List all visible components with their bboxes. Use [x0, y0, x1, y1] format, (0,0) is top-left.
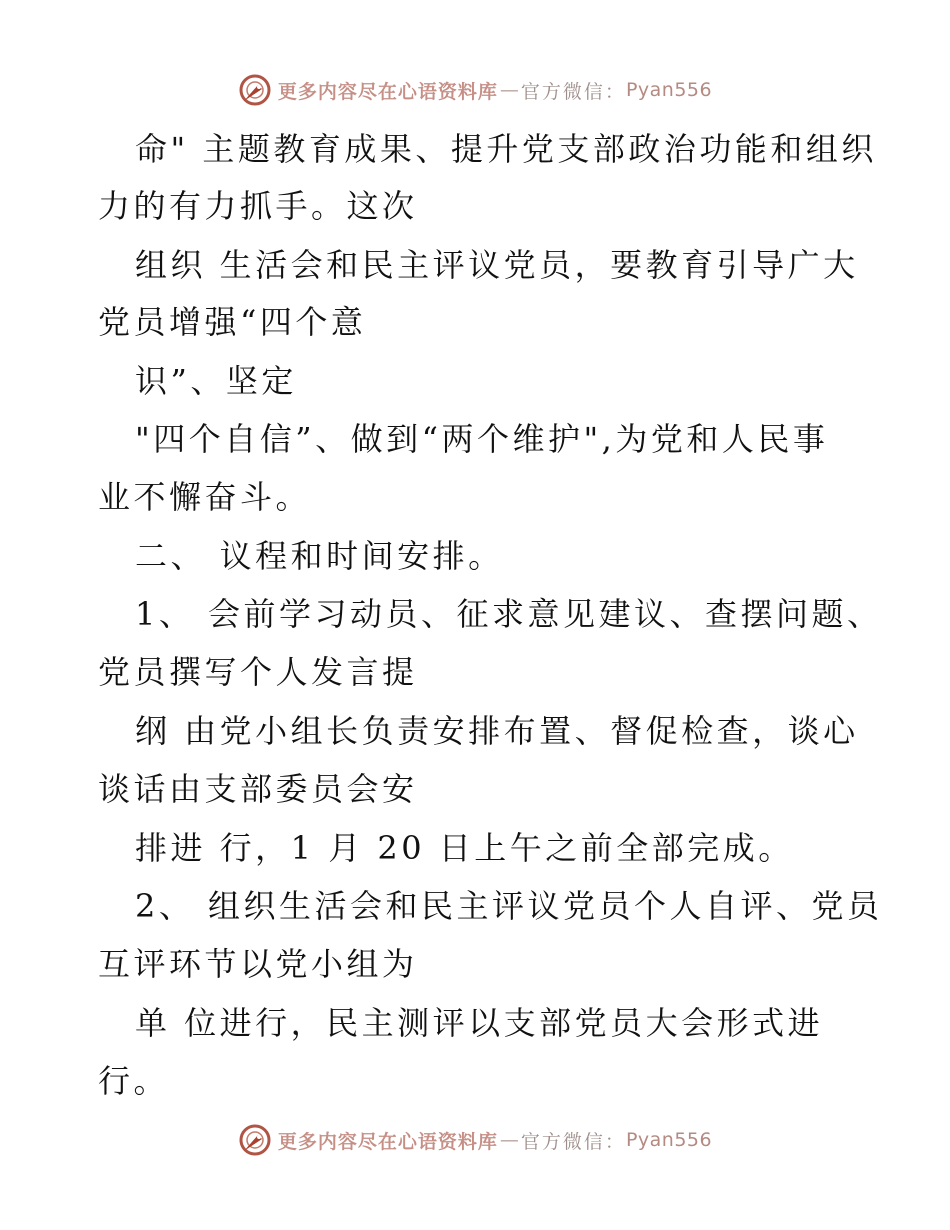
- paragraph-line: 1、 会前学习动员、征求意见建议、查摆问题、: [135, 595, 883, 633]
- watermark-label: 官方微信：: [520, 80, 626, 103]
- watermark-brand: 更多内容尽在心语资料库: [277, 1130, 498, 1153]
- watermark-label: 官方微信：: [520, 1130, 626, 1153]
- paragraph-line: 排进 行，1 月 20 日上午之前全部完成。: [135, 829, 794, 867]
- watermark-account: Pyan556: [625, 79, 713, 101]
- paragraph-line: 力的有力抓手。这次: [98, 187, 418, 225]
- paragraph-line: 互评环节以党小组为: [98, 945, 418, 983]
- paragraph-line: 命" 主题教育成果、提升党支部政治功能和组织: [135, 130, 877, 168]
- paragraph-line: 纲 由党小组长负责安排布置、督促检查，谈心: [135, 712, 859, 750]
- watermark-separator: —: [499, 79, 519, 101]
- paragraph-line: 谈话由支部委员会安: [98, 770, 418, 808]
- watermark-brand: 更多内容尽在心语资料库: [277, 80, 498, 103]
- footer-watermark: [0, 1120, 950, 1160]
- paragraph-line: "四个自信”、做到“两个维护",为党和人民事: [135, 420, 829, 458]
- paragraph-line: 组织 生活会和民主评议党员，要教育引导广大: [135, 246, 859, 284]
- paragraph-line: 识”、坚定: [135, 362, 297, 400]
- paragraph-line: 单 位进行，民主测评以支部党员大会形式进: [135, 1004, 824, 1042]
- pen-nib-circle-icon: [238, 1123, 272, 1157]
- paragraph-line: 党员撰写个人发言提: [98, 653, 418, 691]
- section-heading: 二、 议程和时间安排。: [135, 537, 504, 575]
- paragraph-line: 党员增强“四个意: [98, 303, 367, 341]
- watermark-account: Pyan556: [625, 1129, 713, 1151]
- paragraph-line: 2、 组织生活会和民主评议党员个人自评、党员: [135, 887, 883, 925]
- paragraph-line: 行。: [98, 1062, 170, 1100]
- watermark-separator: —: [499, 1129, 519, 1151]
- paragraph-line: 业不懈奋斗。: [98, 478, 312, 516]
